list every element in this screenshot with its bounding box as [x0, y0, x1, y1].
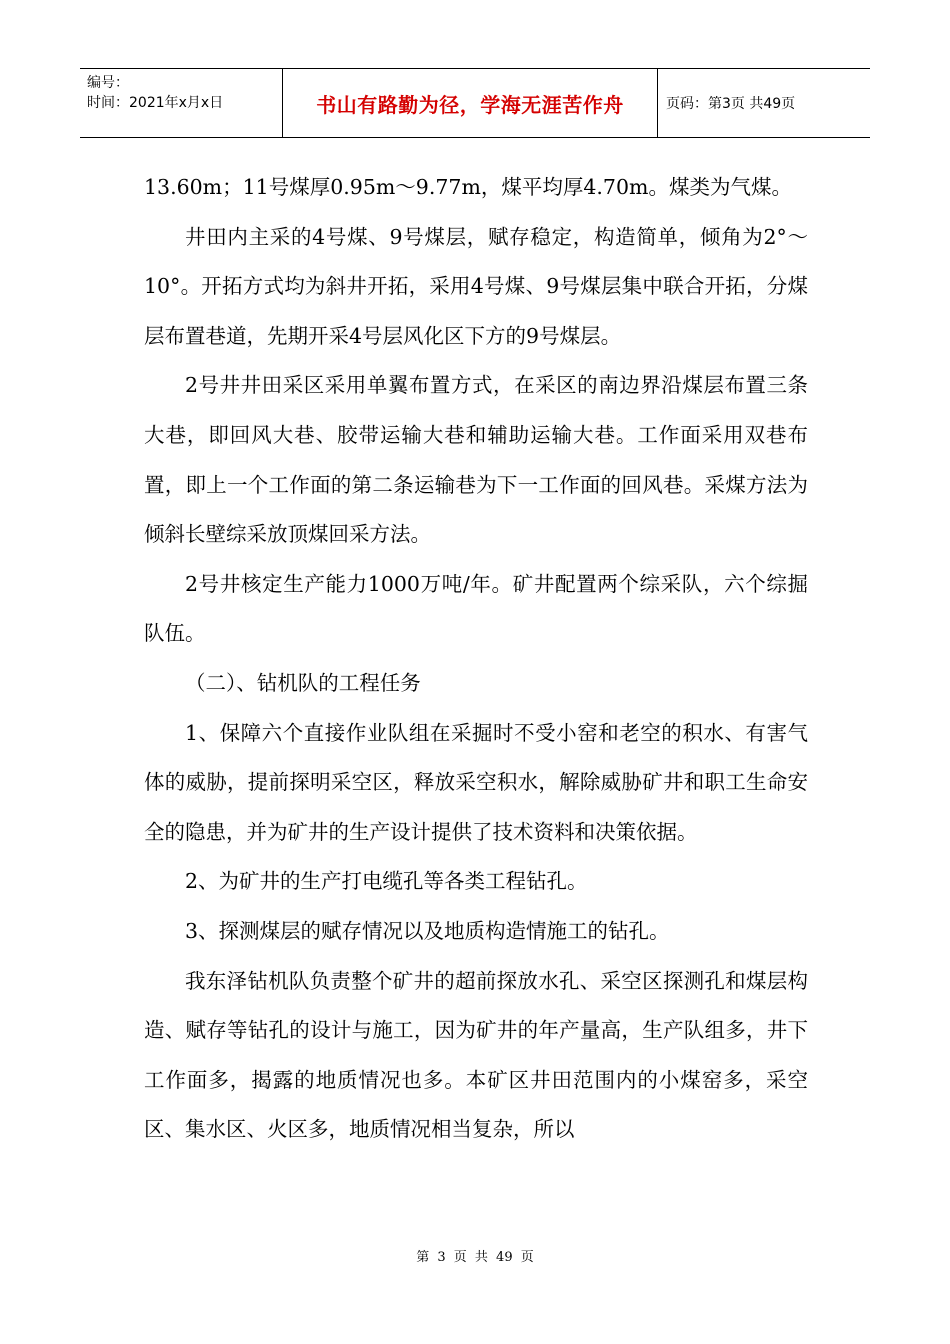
paragraph: 2号井核定生产能力1000万吨/年。矿井配置两个综采队，六个综掘队伍。 — [144, 571, 808, 646]
document-number-label: 编号： — [87, 75, 129, 91]
header-meta — [80, 69, 283, 137]
paragraph: 3、探测煤层的赋存情况以及地质构造情施工的钻孔。 — [185, 918, 670, 943]
paragraph: 1、保障六个直接作业队组在采掘时不受小窑和老空的积水、有害气体的威胁，提前探明采空区，释放采空积水，解除威胁矿井和职工生命安全的隐患，并为矿井的生产设计提供了技术资料和决策依据。 — [144, 720, 808, 844]
paragraph: 2、为矿井的生产打电缆孔等各类工程钻孔。 — [185, 869, 588, 894]
page-footer: 第 3 页 共 49 页 — [416, 1250, 534, 1265]
section-heading: （二）、钻机队的工程任务 — [185, 670, 421, 695]
page-header — [80, 68, 870, 138]
document-time-label: 时间：2021年x月x日 — [87, 95, 224, 111]
header-motto: 书山有路勤为径，学海无涯苦作舟 — [283, 69, 658, 137]
paragraph: 2号井井田采区采用单翼布置方式，在采区的南边界沿煤层布置三条大巷，即回风大巷、胶带运输大巷和辅助运输大巷。工作面采用双巷布置，即上一个工作面的第二条运输巷为下一工作面的回风巷。采煤方法为倾斜长壁综采放顶煤回采方法。 — [144, 373, 808, 547]
paragraph: 井田内主采的4号煤、9号煤层，赋存稳定，构造简单，倾角为2°～10°。开拓方式均为斜井开拓，采用4号煤、9号煤层集中联合开拓，分煤层布置巷道，先期开采4号层风化区下方的9号煤层。 — [144, 224, 808, 348]
paragraph: 13.60m；11号煤厚0.95m～9.77m，煤平均厚4.70m。煤类为气煤。 — [144, 175, 792, 199]
paragraph: 我东泽钻机队负责整个矿井的超前探放水孔、采空区探测孔和煤层构造、赋存等钻孔的设计与施工，因为矿井的年产量高，生产队组多，井下工作面多，揭露的地质情况也多。本矿区井田范围内的小煤窑多，采空区、集水区、火区多，地质情况相当复杂，所以 — [144, 968, 808, 1142]
document-body — [144, 163, 808, 1155]
header-page-info: 页码：第3页 共49页 — [666, 96, 796, 112]
